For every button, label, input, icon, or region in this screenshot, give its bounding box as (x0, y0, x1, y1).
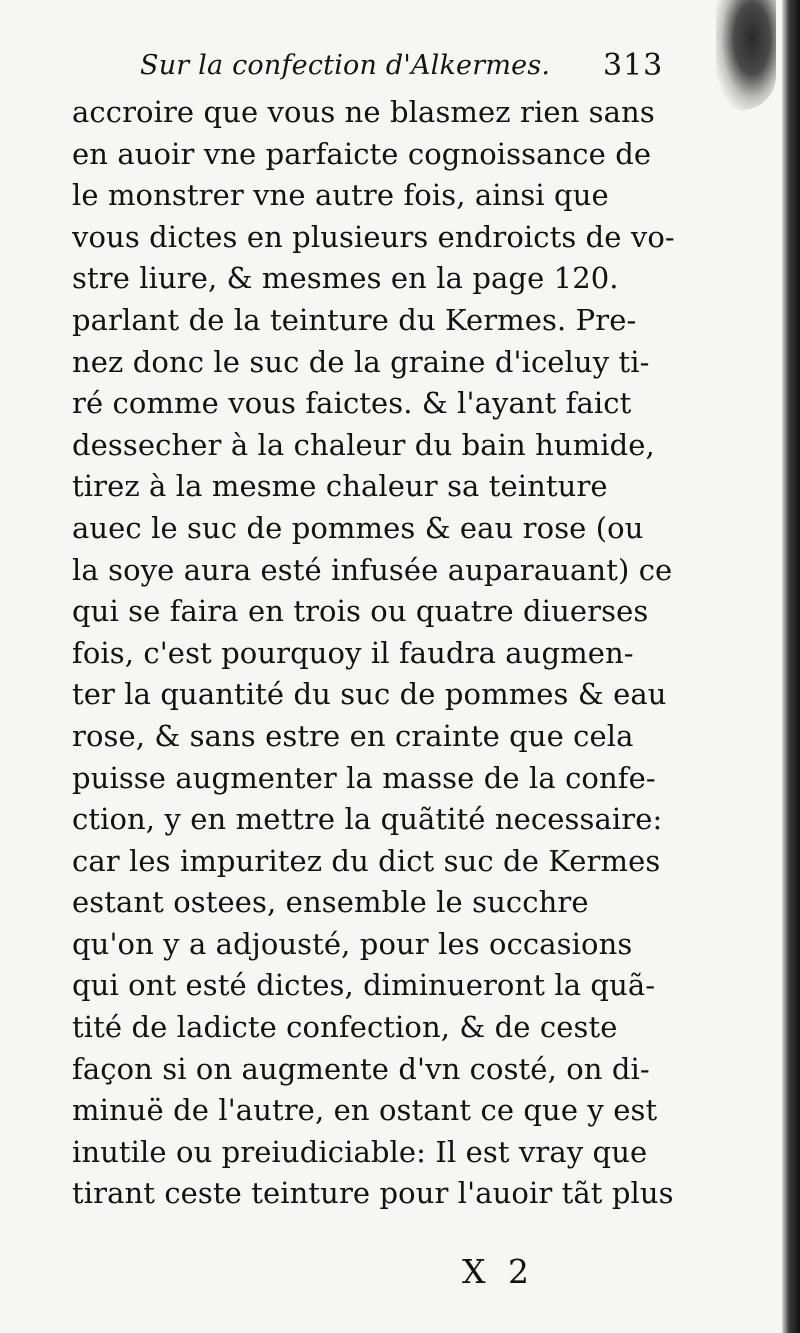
ink-stain (716, 0, 776, 110)
text-line: la soye aura esté infusée auparauant) ce (72, 552, 673, 587)
text-line: ter la quantité du suc de pommes & eau (72, 677, 667, 712)
text-line: qui ont esté dictes, diminueront la quã- (72, 968, 656, 1003)
body-text (72, 92, 692, 1215)
text-line: façon si on augmente d'vn costé, on di- (72, 1051, 650, 1086)
text-line: fois, c'est pourquoy il faudra augmen- (72, 635, 634, 670)
text-line: ré comme vous faictes. & l'ayant faict (72, 386, 632, 421)
text-line: en auoir vne parfaicte cognoissance de (72, 136, 652, 171)
text-line: qu'on y a adjousté, pour les occasions (72, 926, 633, 961)
text-line: inutile ou preiudiciable: Il est vray que (72, 1134, 648, 1169)
text-line: estant ostees, ensemble le succhre (72, 885, 589, 920)
text-line: accroire que vous ne blasmez rien sans (72, 95, 655, 129)
text-line: stre liure, & mesmes en la page 120. (72, 261, 619, 296)
text-line: tité de ladicte confection, & de ceste (72, 1010, 618, 1045)
text-line: dessecher à la chaleur du bain humide, (72, 427, 655, 462)
text-line: car les impuritez du dict suc de Kermes (72, 843, 661, 878)
text-line: tirez à la mesme chaleur sa teinture (72, 469, 608, 504)
running-title: Sur la confection d'Alkermes. (140, 50, 551, 81)
text-line: ction, y en mettre la quãtité necessaire: (72, 802, 663, 837)
text-line: parlant de la teinture du Kermes. Pre- (72, 302, 637, 337)
text-line: le monstrer vne autre fois, ainsi que (72, 178, 609, 213)
signature-mark: X 2 (462, 1252, 535, 1291)
text-line: vous dictes en plusieurs endroicts de vo- (72, 219, 675, 254)
page-edge-shadow (782, 0, 800, 1333)
text-line: qui se faira en trois ou quatre diuerses (72, 594, 649, 629)
text-line: tirant ceste teinture pour l'auoir tãt plus (72, 1176, 674, 1211)
text-line: auec le suc de pommes & eau rose (ou (72, 510, 644, 545)
page-number: 313 (603, 48, 664, 83)
text-line: puisse augmenter la masse de la confe- (72, 760, 656, 795)
text-line: nez donc le suc de la graine d'iceluy ti- (72, 344, 650, 379)
text-line: minuë de l'autre, en ostant ce que y est (72, 1093, 658, 1128)
text-line: rose, & sans estre en crainte que cela (72, 718, 634, 753)
